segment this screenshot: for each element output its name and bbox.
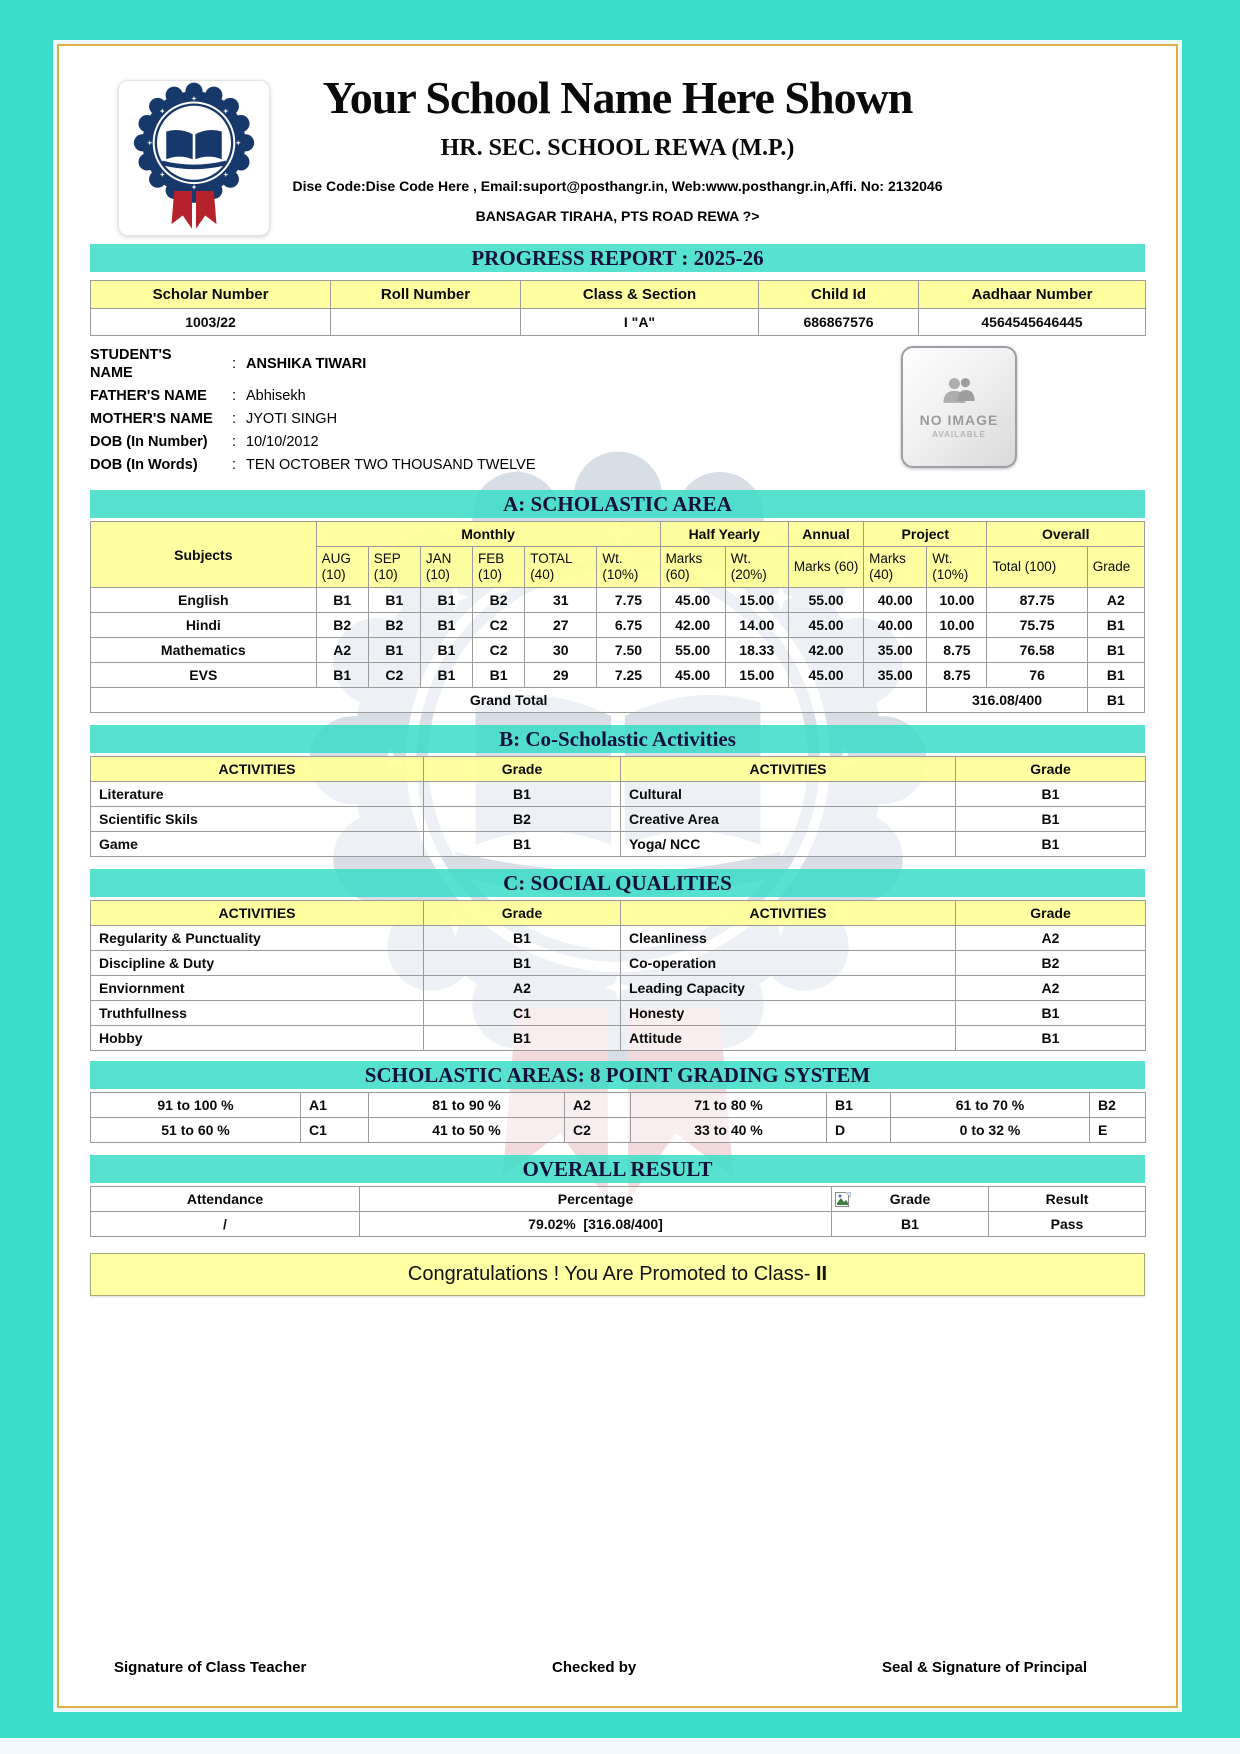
grade-value: B1	[832, 1212, 989, 1237]
progress-report-banner: PROGRESS REPORT : 2025-26	[90, 244, 1145, 272]
monthly-group-header: Monthly	[316, 522, 660, 547]
mark-cell: B1	[473, 663, 525, 688]
mark-cell: B1	[420, 663, 472, 688]
activities-header: ACTIVITIES	[91, 901, 424, 926]
activity-grade: B1	[424, 782, 621, 807]
people-silhouette-icon	[937, 375, 981, 410]
quality-name: Honesty	[621, 1001, 956, 1026]
mark-cell: 10.00	[927, 588, 987, 613]
subject-row-hindi	[91, 613, 1145, 638]
mark-cell: B2	[473, 588, 525, 613]
father-name-value: Abhisekh	[246, 388, 306, 404]
child-id-value: 686867576	[759, 309, 919, 336]
quality-name: Hobby	[91, 1026, 424, 1051]
grade-letter: B1	[827, 1093, 891, 1118]
attendance-value: /	[91, 1212, 360, 1237]
father-name-label: FATHER'S NAME	[90, 388, 207, 404]
quality-name: Co-operation	[621, 951, 956, 976]
mark-cell: B2	[316, 613, 368, 638]
colon: :	[232, 411, 237, 427]
grade-header: Grade	[832, 1187, 989, 1212]
school-logo	[118, 80, 270, 236]
percentage-value: 79.02% [316.08/400]	[360, 1212, 832, 1237]
quality-name: Truthfullness	[91, 1001, 424, 1026]
mark-cell: C2	[473, 638, 525, 663]
quality-name: Attitude	[621, 1026, 956, 1051]
mark-cell: B1	[420, 588, 472, 613]
annual-marks-header: Marks (60)	[788, 547, 863, 588]
activities-header: ACTIVITIES	[621, 901, 956, 926]
report-header	[90, 46, 1145, 225]
total-40-header: TOTAL (40)	[525, 547, 597, 588]
grading-system-banner: SCHOLASTIC AREAS: 8 POINT GRADING SYSTEM	[90, 1061, 1145, 1089]
aadhaar-number-header: Aadhaar Number	[919, 281, 1146, 309]
mark-cell: 40.00	[864, 613, 927, 638]
social-qualities-table	[90, 900, 1146, 1051]
grade-letter: A2	[565, 1093, 631, 1118]
mark-cell: 76.58	[987, 638, 1087, 663]
promotion-banner	[90, 1253, 1145, 1296]
co-scholastic-row	[91, 807, 1146, 832]
activity-grade: B1	[424, 832, 621, 857]
grand-total-grade: B1	[1087, 688, 1144, 713]
grand-total-row	[91, 688, 1145, 713]
jan-header: JAN (10)	[420, 547, 472, 588]
grade-letter: A1	[301, 1093, 369, 1118]
principal-signature-label: Seal & Signature of Principal	[881, 1659, 1087, 1676]
subjects-header: Subjects	[91, 522, 317, 588]
grade-cell: B1	[1087, 638, 1144, 663]
grade-range: 91 to 100 %	[91, 1093, 301, 1118]
activity-grade: B1	[956, 832, 1146, 857]
grade-letter: C1	[301, 1118, 369, 1143]
dob-number-label: DOB (In Number)	[90, 434, 208, 450]
mark-cell: B1	[316, 588, 368, 613]
social-header-row	[91, 901, 1146, 926]
co-scholastic-header-row	[91, 757, 1146, 782]
mark-cell: 40.00	[864, 588, 927, 613]
child-id-header: Child Id	[759, 281, 919, 309]
broken-image-icon	[835, 1192, 851, 1207]
mark-cell: 75.75	[987, 613, 1087, 638]
social-qualities-banner: C: SOCIAL QUALITIES	[90, 869, 1145, 897]
quality-grade: B1	[424, 1026, 621, 1051]
mark-cell: 55.00	[660, 638, 725, 663]
id-table-header-row	[91, 281, 1146, 309]
mark-cell: B1	[316, 663, 368, 688]
activities-header: ACTIVITIES	[91, 757, 424, 782]
mark-cell: 10.00	[927, 613, 987, 638]
mark-cell: 76	[987, 663, 1087, 688]
mark-cell: 7.75	[597, 588, 660, 613]
class-section-value: I "A"	[521, 309, 759, 336]
subject-row-english	[91, 588, 1145, 613]
quality-grade: B1	[956, 1001, 1146, 1026]
school-badge-icon	[125, 80, 263, 237]
scholastic-table	[90, 521, 1145, 713]
result-value: Pass	[989, 1212, 1146, 1237]
mark-cell: 7.50	[597, 638, 660, 663]
subject-name: English	[91, 588, 317, 613]
mark-cell: 55.00	[788, 588, 863, 613]
scholastic-group-header-row	[91, 522, 1145, 547]
quality-name: Leading Capacity	[621, 976, 956, 1001]
co-scholastic-banner: B: Co-Scholastic Activities	[90, 725, 1145, 753]
mark-cell: B1	[420, 613, 472, 638]
promoted-class: II	[815, 1263, 828, 1285]
quality-grade: B1	[424, 926, 621, 951]
activity-name: Creative Area	[621, 807, 956, 832]
quality-grade: A2	[956, 976, 1146, 1001]
social-row	[91, 951, 1146, 976]
co-scholastic-row	[91, 832, 1146, 857]
activity-grade: B1	[956, 782, 1146, 807]
overall-result-header-row	[91, 1187, 1146, 1212]
id-table-value-row	[91, 309, 1146, 336]
social-row	[91, 976, 1146, 1001]
mother-name-value: JYOTI SINGH	[246, 411, 338, 427]
mark-cell: 42.00	[660, 613, 725, 638]
activity-name: Yoga/ NCC	[621, 832, 956, 857]
subject-row-mathematics	[91, 638, 1145, 663]
subject-row-evs	[91, 663, 1145, 688]
co-scholastic-table	[90, 756, 1146, 857]
social-row	[91, 926, 1146, 951]
percentage-header: Percentage	[360, 1187, 832, 1212]
feb-header: FEB (10)	[473, 547, 525, 588]
overall-result-value-row	[91, 1212, 1146, 1237]
roll-number-header: Roll Number	[331, 281, 521, 309]
grade-range: 33 to 40 %	[631, 1118, 827, 1143]
grading-system-table	[90, 1092, 1146, 1143]
quality-grade: B1	[956, 1026, 1146, 1051]
mark-cell: C2	[368, 663, 420, 688]
overall-result-table	[90, 1186, 1146, 1237]
mark-cell: 31	[525, 588, 597, 613]
roll-number-value	[331, 309, 521, 336]
signature-footer	[90, 1659, 1145, 1676]
mark-cell: A2	[316, 638, 368, 663]
student-photo-placeholder	[901, 346, 1017, 468]
half-yearly-group-header: Half Yearly	[660, 522, 788, 547]
total-100-header: Total (100)	[987, 547, 1087, 588]
class-teacher-signature-label: Signature of Class Teacher	[114, 1659, 307, 1676]
quality-grade: A2	[956, 926, 1146, 951]
grade-range: 81 to 90 %	[369, 1093, 565, 1118]
mark-cell: B2	[368, 613, 420, 638]
activity-name: Literature	[91, 782, 424, 807]
checked-by-label: Checked by	[552, 1659, 637, 1676]
hy-marks-header: Marks (60)	[660, 547, 725, 588]
result-header: Result	[989, 1187, 1146, 1212]
wt-10-header: Wt. (10%)	[597, 547, 660, 588]
scholar-number-value: 1003/22	[91, 309, 331, 336]
dise-code-line: Dise Code:Dise Code Here , Email:suport@posthangr.in, Web:www.posthangr.in,Affi. No: 2132046	[292, 178, 943, 194]
student-name-label: STUDENT'S NAME	[90, 347, 172, 381]
subject-name: Mathematics	[91, 638, 317, 663]
promotion-text: Congratulations ! You Are Promoted to Class-	[407, 1263, 811, 1285]
activity-name: Scientific Skils	[91, 807, 424, 832]
quality-name: Discipline & Duty	[91, 951, 424, 976]
quality-name: Cleanliness	[621, 926, 956, 951]
quality-grade: C1	[424, 1001, 621, 1026]
mark-cell: 8.75	[927, 638, 987, 663]
mark-cell: 35.00	[864, 663, 927, 688]
grade-letter: C2	[565, 1118, 631, 1143]
mark-cell: 15.00	[725, 663, 788, 688]
grade-header: Grade	[424, 901, 621, 926]
mark-cell: 35.00	[864, 638, 927, 663]
mark-cell: 15.00	[725, 588, 788, 613]
grade-header: Grade	[956, 757, 1146, 782]
grade-letter: D	[827, 1118, 891, 1143]
student-info-section	[90, 346, 1145, 482]
activity-grade: B1	[956, 807, 1146, 832]
colon: :	[232, 388, 237, 404]
overall-result-banner: OVERALL RESULT	[90, 1155, 1145, 1183]
project-wt-header: Wt. (10%)	[927, 547, 987, 588]
grade-header: Grade	[956, 901, 1146, 926]
mark-cell: 45.00	[788, 613, 863, 638]
available-text: AVAILABLE	[932, 430, 986, 439]
dob-words-value: TEN OCTOBER TWO THOUSAND TWELVE	[246, 457, 536, 473]
mark-cell: C2	[473, 613, 525, 638]
overall-group-header: Overall	[987, 522, 1145, 547]
mark-cell: 14.00	[725, 613, 788, 638]
subject-name: EVS	[91, 663, 317, 688]
activity-name: Cultural	[621, 782, 956, 807]
class-section-header: Class & Section	[521, 281, 759, 309]
sep-header: SEP (10)	[368, 547, 420, 588]
colon: :	[232, 457, 237, 473]
mark-cell: 45.00	[788, 663, 863, 688]
mark-cell: 30	[525, 638, 597, 663]
student-name-value: ANSHIKA TIWARI	[246, 356, 367, 372]
mark-cell: 42.00	[788, 638, 863, 663]
grade-cell: B1	[1087, 613, 1144, 638]
social-row	[91, 1026, 1146, 1051]
grade-range: 41 to 50 %	[369, 1118, 565, 1143]
quality-grade: A2	[424, 976, 621, 1001]
attendance-header: Attendance	[91, 1187, 360, 1212]
grade-cell: B1	[1087, 663, 1144, 688]
colon: :	[232, 356, 237, 372]
grade-header: Grade	[424, 757, 621, 782]
hy-wt-header: Wt. (20%)	[725, 547, 788, 588]
dob-words-label: DOB (In Words)	[90, 457, 198, 473]
grand-total-value: 316.08/400	[927, 688, 1087, 713]
quality-grade: B2	[956, 951, 1146, 976]
aadhaar-number-value: 4564545646445	[919, 309, 1146, 336]
social-row	[91, 1001, 1146, 1026]
mark-cell: 45.00	[660, 663, 725, 688]
mark-cell: 7.25	[597, 663, 660, 688]
annual-group-header: Annual	[788, 522, 863, 547]
mark-cell: 45.00	[660, 588, 725, 613]
aug-header: AUG (10)	[316, 547, 368, 588]
grand-total-label: Grand Total	[91, 688, 927, 713]
grading-row	[91, 1118, 1146, 1143]
project-group-header: Project	[864, 522, 987, 547]
scholastic-area-banner: A: SCHOLASTIC AREA	[90, 490, 1145, 518]
mark-cell: 6.75	[597, 613, 660, 638]
co-scholastic-row	[91, 782, 1146, 807]
grade-range: 51 to 60 %	[91, 1118, 301, 1143]
grade-range: 61 to 70 %	[891, 1093, 1090, 1118]
grade-range: 0 to 32 %	[891, 1118, 1090, 1143]
dob-number-value: 10/10/2012	[246, 434, 319, 450]
subject-name: Hindi	[91, 613, 317, 638]
student-id-table	[90, 280, 1146, 336]
mark-cell: B1	[368, 588, 420, 613]
grading-row	[91, 1093, 1146, 1118]
mother-name-label: MOTHER'S NAME	[90, 411, 213, 427]
address-line: BANSAGAR TIRAHA, PTS ROAD REWA ?>	[475, 208, 760, 224]
grade-header: Grade	[1087, 547, 1144, 588]
activity-grade: B2	[424, 807, 621, 832]
mark-cell: 29	[525, 663, 597, 688]
report-card-page	[57, 44, 1178, 1708]
grade-letter: E	[1090, 1118, 1146, 1143]
activities-header: ACTIVITIES	[621, 757, 956, 782]
scholar-number-header: Scholar Number	[91, 281, 331, 309]
school-name: Your School Name Here Shown	[322, 72, 913, 123]
colon: :	[232, 434, 237, 450]
quality-name: Regularity & Punctuality	[91, 926, 424, 951]
mark-cell: B1	[420, 638, 472, 663]
project-marks-header: Marks (40)	[864, 547, 927, 588]
quality-grade: B1	[424, 951, 621, 976]
mark-cell: 27	[525, 613, 597, 638]
grade-cell: A2	[1087, 588, 1144, 613]
school-subtitle: HR. SEC. SCHOOL REWA (M.P.)	[440, 135, 795, 161]
mark-cell: 18.33	[725, 638, 788, 663]
mark-cell: B1	[368, 638, 420, 663]
no-image-text: NO IMAGE	[919, 412, 999, 428]
mark-cell: 87.75	[987, 588, 1087, 613]
grade-letter: B2	[1090, 1093, 1146, 1118]
activity-name: Game	[91, 832, 424, 857]
grade-range: 71 to 80 %	[631, 1093, 827, 1118]
mark-cell: 8.75	[927, 663, 987, 688]
quality-name: Enviornment	[91, 976, 424, 1001]
